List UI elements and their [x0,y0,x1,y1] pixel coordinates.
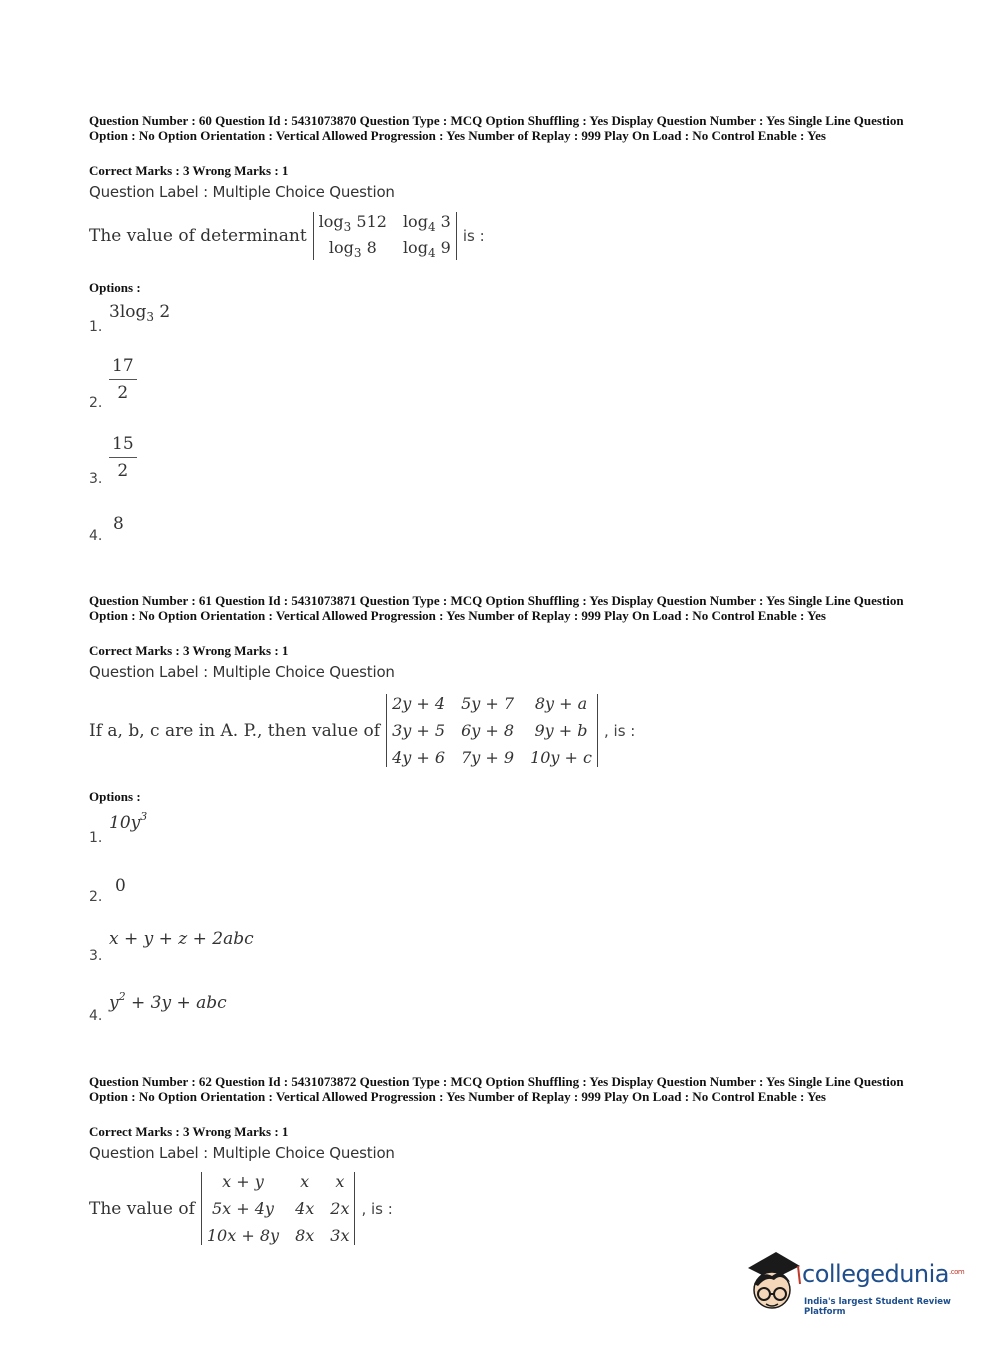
question-prefix: The value of determinant [89,226,307,246]
option-number: 3. [89,471,103,487]
question-marks: Correct Marks : 3 Wrong Marks : 1 [89,1124,289,1139]
question-meta: Question Number : 62 Question Id : 5431073872 Question Type : MCQ Option Shuffling : Yes Display Question Number : Yes Single Line Question Option : No Option Orientation : Vertical Allowed Progression : Yes Number of Replay : 999 Play On Load : No Control Enable : Yes [89,1074,904,1104]
det-cell: 5y + 7 [461,694,515,713]
question-suffix: , is : [361,1199,393,1218]
question-label: Question Label : Multiple Choice Question [89,1144,395,1162]
det-cell: 8y + a [534,694,588,713]
question-60 [89,113,919,544]
option-value: x + y + z + 2abc [109,929,254,949]
option-value: $y^2 + 3y$ + abc [109,990,227,1013]
det-cell: 2x [330,1199,350,1218]
option-value: 0 [115,876,126,896]
det-cell: 4y + 6 [392,748,446,767]
question-suffix: , is : [604,721,636,740]
det-cell: x [300,1172,310,1191]
option-number: 2. [89,395,103,411]
option-number: 4. [89,1008,103,1024]
logo-wordmark: collegedunia$^{.com}$ [802,1260,965,1288]
det-cell: 10y + c [530,748,592,767]
mascot-icon [742,1250,806,1320]
det-cell: 5x + 4y [211,1199,274,1218]
option-number: 2. [89,889,103,905]
det-cell: $\log_3 512$ [318,212,387,234]
option-number: 1. [89,830,103,846]
det-cell: $\log_3 8$ [328,238,377,260]
question-meta: Question Number : 61 Question Id : 5431073871 Question Type : MCQ Option Shuffling : Yes Display Question Number : Yes Single Line Question Option : No Option Orientation : Vertical Allowed Progression : Yes Number of Replay : 999 Play On Load : No Control Enable : Yes [89,593,904,623]
question-prefix: The value of [89,1198,195,1219]
det-cell: $\log_4 9$ [402,238,451,260]
det-cell: 3y + 5 [392,721,446,740]
question-suffix: is : [462,227,485,245]
option-fraction: $\frac{17}{2}$ [109,356,137,403]
question-text [89,212,485,260]
question-62 [89,1074,919,1245]
option-value: 8 [113,514,124,534]
question-label: Question Label : Multiple Choice Question [89,663,395,681]
det-cell: 10x + 8y [206,1226,280,1245]
option-number: 3. [89,948,103,964]
det-cell: 2y + 4 [392,694,446,713]
question-marks: Correct Marks : 3 Wrong Marks : 1 [89,163,289,178]
det-cell: x [335,1172,345,1191]
det-cell: 3x [330,1226,350,1245]
option-number: 4. [89,528,103,544]
question-61 [89,593,919,1024]
determinant-3x3 [201,1172,356,1245]
question-text [89,1172,393,1245]
options-title: Options : [89,789,141,804]
determinant-2x2 [313,212,457,260]
option-value: $3\log_3$ 2 [109,302,171,324]
logo-tagline: India's largest Student Review Platform [804,1297,951,1317]
question-prefix: If a, b, c are in A. P., then value of [89,720,381,741]
det-cell: 9y + b [534,721,588,740]
collegedunia-logo[interactable] [742,1250,972,1320]
det-cell: 7y + 9 [461,748,515,767]
question-text [89,694,635,767]
question-label: Question Label : Multiple Choice Question [89,183,395,201]
det-cell: x + y [222,1172,264,1191]
option-value: $10y^3$ [109,810,148,833]
det-cell: 4x [295,1199,315,1218]
det-cell: $\log_4 3$ [402,212,451,234]
det-cell: 8x [295,1226,315,1245]
options-title: Options : [89,280,141,295]
question-meta: Question Number : 60 Question Id : 5431073870 Question Type : MCQ Option Shuffling : Yes Display Question Number : Yes Single Line Question Option : No Option Orientation : Vertical Allowed Progression : Yes Number of Replay : 999 Play On Load : No Control Enable : Yes [89,113,904,143]
det-cell: 6y + 8 [461,721,515,740]
option-number: 1. [89,319,103,335]
question-marks: Correct Marks : 3 Wrong Marks : 1 [89,643,289,658]
option-fraction: $\frac{15}{2}$ [109,434,137,481]
determinant-3x3 [386,694,598,767]
